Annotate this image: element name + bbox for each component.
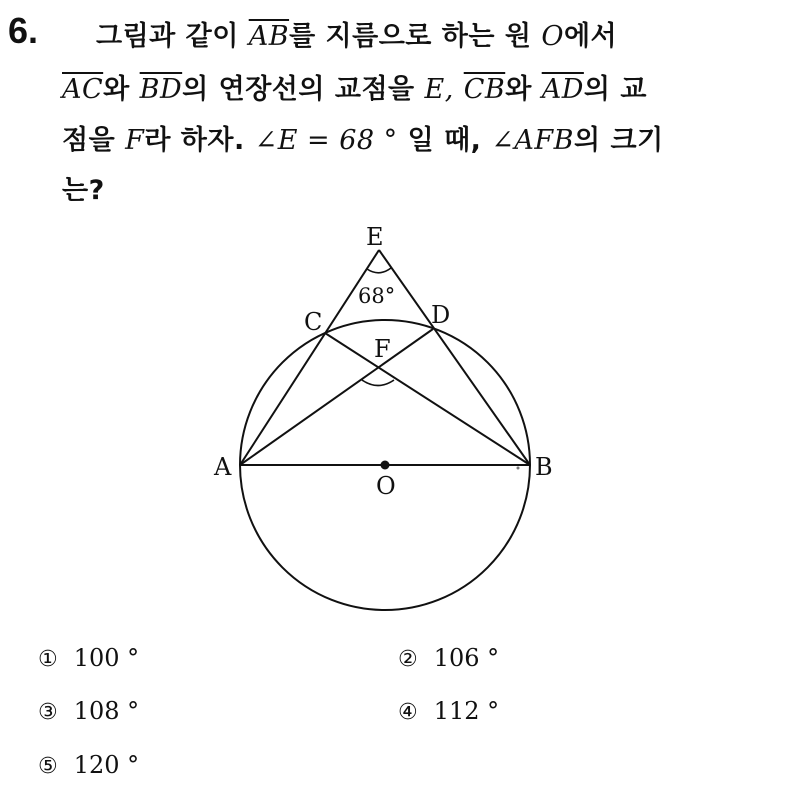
question-text: 를 지름으로 하는 원: [289, 21, 542, 52]
label-c: C: [304, 308, 323, 336]
choice-4[interactable]: [398, 697, 499, 725]
question-text: 의 크기: [574, 125, 664, 156]
segment-cb: $\overline{CB}$: [463, 74, 506, 105]
question-text: 와: [103, 74, 140, 105]
point-b-tick: [517, 467, 520, 470]
label-d: D: [431, 301, 451, 329]
question-number: 6.: [8, 10, 39, 51]
label-b: B: [535, 453, 553, 481]
question-text: 라 하자.: [144, 125, 255, 156]
label-angle-68: 68°: [358, 284, 396, 308]
question-line-4: 는?: [62, 175, 105, 206]
label-e: E: [366, 223, 384, 251]
point-f: F: [125, 125, 145, 156]
question-text: 와: [505, 74, 542, 105]
point-e: E,: [424, 74, 454, 105]
choice-number: ②: [398, 647, 418, 672]
segment-ac: $\overline{AC}$: [62, 74, 104, 105]
angle-afb: ∠AFB: [491, 125, 575, 156]
question-text: 점을: [62, 125, 126, 156]
choice-1[interactable]: [38, 644, 139, 672]
question-text: 의 교: [583, 74, 647, 105]
line-ae: [240, 250, 379, 465]
angle-e-value: ∠E = 68 °: [254, 125, 398, 156]
choice-value: 100 °: [73, 644, 140, 672]
question-text: 에서: [563, 21, 618, 52]
angle-e-arc: [367, 268, 391, 273]
segment-ad: $\overline{AD}$: [541, 74, 584, 105]
choice-5[interactable]: [38, 751, 139, 779]
question-text: 일 때,: [397, 125, 492, 156]
segment-ab: $\overline{AB}$: [248, 21, 290, 52]
segment-bd: $\overline{BD}$: [139, 74, 183, 105]
label-a: A: [214, 453, 232, 481]
choice-value: 106 °: [433, 644, 500, 672]
question-text: 그림과 같이: [96, 21, 249, 52]
question-text: 의 연장선의 교점을: [182, 74, 425, 105]
choice-value: 112 °: [433, 697, 500, 725]
choice-value: 108 °: [73, 697, 140, 725]
choice-number: ④: [398, 700, 418, 725]
choice-number: ③: [38, 700, 58, 725]
choice-2[interactable]: [398, 644, 499, 672]
choice-3[interactable]: [38, 697, 139, 725]
angle-f-arc: [362, 380, 394, 386]
label-f: F: [374, 335, 391, 363]
choice-value: 120 °: [73, 751, 140, 779]
line-be: [379, 250, 530, 465]
choice-number: ①: [38, 647, 58, 672]
label-o: O: [376, 472, 396, 500]
line-bc: [325, 333, 530, 465]
line-ad: [240, 329, 433, 465]
choice-number: ⑤: [38, 754, 58, 779]
center-point: [381, 461, 390, 470]
circle-o: O: [541, 21, 564, 52]
